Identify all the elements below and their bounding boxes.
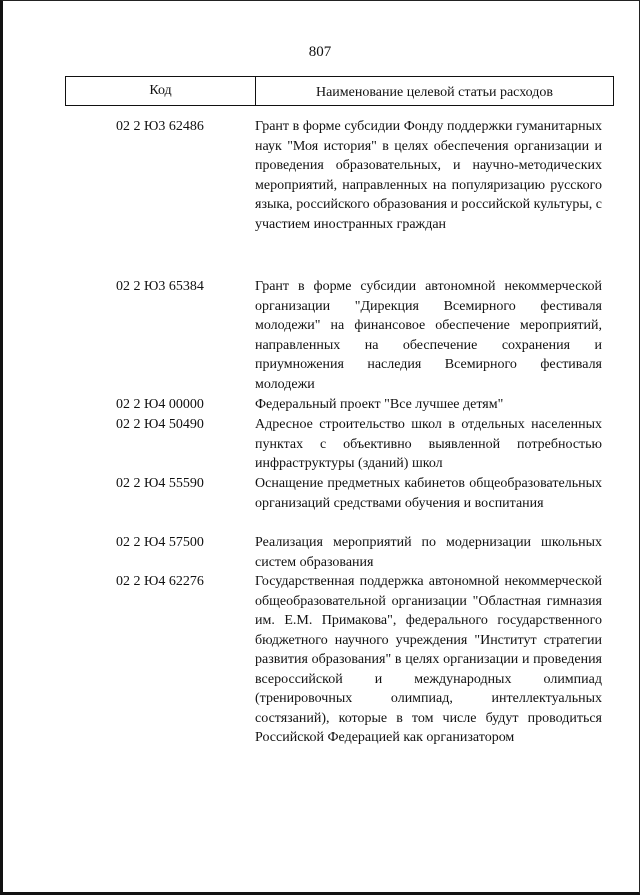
table-row — [65, 474, 614, 533]
row-name: Грант в форме субсидии Фонду поддержки гуманитарных наук "Моя история" в целях обеспечения организации и проведения образовательных, и научно-методических мероприятий, направленных на популяризацию русского языка, российского образования и российской культуры, с участием иностранных граждан — [255, 119, 602, 232]
table-row — [65, 395, 614, 415]
row-code: 02 2 Ю4 50490 — [116, 417, 204, 432]
row-code: 02 2 Ю4 57500 — [116, 535, 204, 550]
row-name: Адресное строительство школ в отдельных населенных пунктах с объективно выявленной потребностью инфраструктуры (зданий) школ — [255, 417, 602, 471]
page-number: 807 — [308, 44, 332, 60]
row-code: 02 2 Ю3 65384 — [116, 279, 204, 294]
column-header-code: Код — [66, 77, 256, 105]
table-row — [65, 572, 614, 748]
table-body — [65, 117, 614, 748]
column-header-name: Наименование целевой статьи расходов — [315, 85, 554, 100]
row-code: 02 2 Ю3 62486 — [116, 119, 204, 134]
row-code: 02 2 Ю4 62276 — [116, 574, 204, 589]
table-row — [65, 277, 614, 395]
row-name: Реализация мероприятий по модернизации школьных систем образования — [255, 535, 602, 570]
row-name: Федеральный проект "Все лучшее детям" — [255, 397, 504, 412]
row-name: Государственная поддержка автономной некоммерческой общеобразовательной организации "Областная гимназия им. Е.М. Примакова", федерального государственного бюджетного научного учреждения "Институт стратегии развития образования" в целях организации и проведения всероссийской и международных олимпиад (тренировочных олимпиад, интеллектуальных состязаний), которые в том числе будут проводиться Российской Федерацией как организатором — [255, 574, 602, 745]
table-row — [65, 415, 614, 474]
row-name: Грант в форме субсидии автономной некоммерческой организации "Дирекция Всемирного фестиваля молодежи" на финансовое обеспечение мероприятий, направленных на обеспечение сохранения и приумножения наследия Всемирного фестиваля молодежи — [255, 279, 602, 392]
table-header — [65, 76, 614, 106]
table-row — [65, 117, 614, 277]
row-name: Оснащение предметных кабинетов общеобразовательных организаций средствами обучения и воспитания — [255, 476, 602, 511]
row-code: 02 2 Ю4 55590 — [116, 476, 204, 491]
table-row — [65, 533, 614, 572]
row-code: 02 2 Ю4 00000 — [116, 397, 204, 412]
